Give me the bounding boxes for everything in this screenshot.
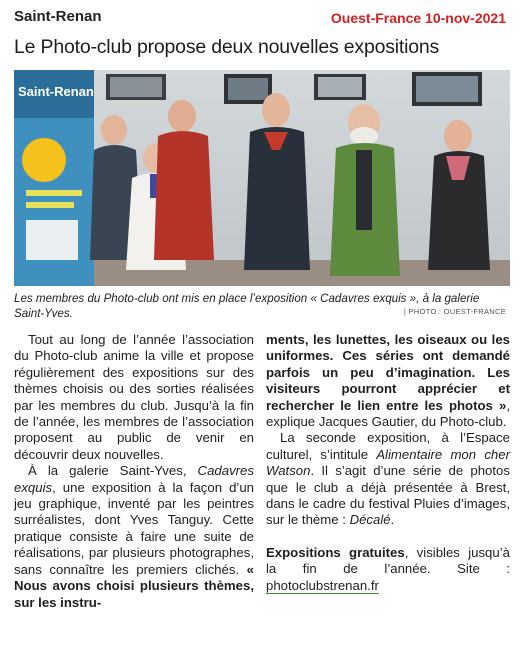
photo-caption: Les membres du Photo-club ont mis en place l’exposition « Cadavres exquis », à la galerie Saint-Yves. xyxy=(14,292,480,320)
quote-part-1: « Nous avons choisi plusieurs thèmes, sur les instru- xyxy=(14,561,254,610)
p3-text-mid: . Il s’agit d’une série de photos que le club a déjà présentée à Brest, dans le cadre du festival Pluies d’images, sur le thème : xyxy=(266,463,510,528)
p2-text-pre: À la galerie Saint-Yves, xyxy=(28,463,198,479)
paragraph-4 xyxy=(266,545,510,594)
paragraph-3 xyxy=(266,430,510,528)
p2-text-end: , explique Jacques Gautier, du Photo-club. xyxy=(266,397,510,430)
group-photo-illustration xyxy=(14,70,510,286)
exhibition-title-watson: Alimentaire mon cher Watson xyxy=(266,446,510,479)
article-headline: Le Photo-club propose deux nouvelles expositions xyxy=(14,36,440,58)
photo-credit: | PHOTO : OUEST-FRANCE xyxy=(403,307,506,316)
website-link[interactable]: photoclubstrenan.fr xyxy=(266,577,379,593)
p4-text-mid: , visibles jusqu’à la fin de l’année. Site : xyxy=(266,544,510,577)
section-kicker: Saint-Renan xyxy=(14,8,102,25)
p3-text-end: . xyxy=(390,512,395,528)
article-column-right xyxy=(266,332,510,594)
p3-text-pre: La seconde exposition, à l’Espace culturel, s’intitule xyxy=(266,430,510,462)
paragraph-2-continued xyxy=(266,332,510,430)
theme-decale: Décalé xyxy=(349,512,391,528)
paragraph-2 xyxy=(14,463,254,611)
article-photo xyxy=(14,70,510,286)
quote-part-2: ments, les lunettes, les oiseaux ou les uniformes. Ces séries ont demandé parfois un peu d’imagination. Les visiteurs pourront apprécier et rechercher le lien entre les photos » xyxy=(266,332,510,413)
p2-text-mid: , une exposition à la façon d’un jeu graphique, inventé par les peintres surréalistes, dont Yves Tanguy. Cette pratique consiste à faire une suite de réalisations, par plusieurs photographes, sans connaître les premiers clichés. xyxy=(14,479,254,577)
paragraph-1: Tout au long de l’année l’association du Photo-club anime la ville et propose régulièrement des expositions sur des thèmes choisis ou des sorties réalisées par les membres du club. Jusqu’à la fin de l’année, les membres de l’association proposent au public de venir en découvrir deux nouvelles. xyxy=(14,332,254,462)
source-date-label: Ouest-France 10-nov-2021 xyxy=(330,10,506,26)
free-exhibitions-label: Expositions gratuites xyxy=(266,544,405,560)
exhibition-title-cadavres: Cadavres exquis xyxy=(14,463,254,495)
poster-title: Saint-Renan xyxy=(18,84,94,99)
article-column-left xyxy=(14,332,254,611)
